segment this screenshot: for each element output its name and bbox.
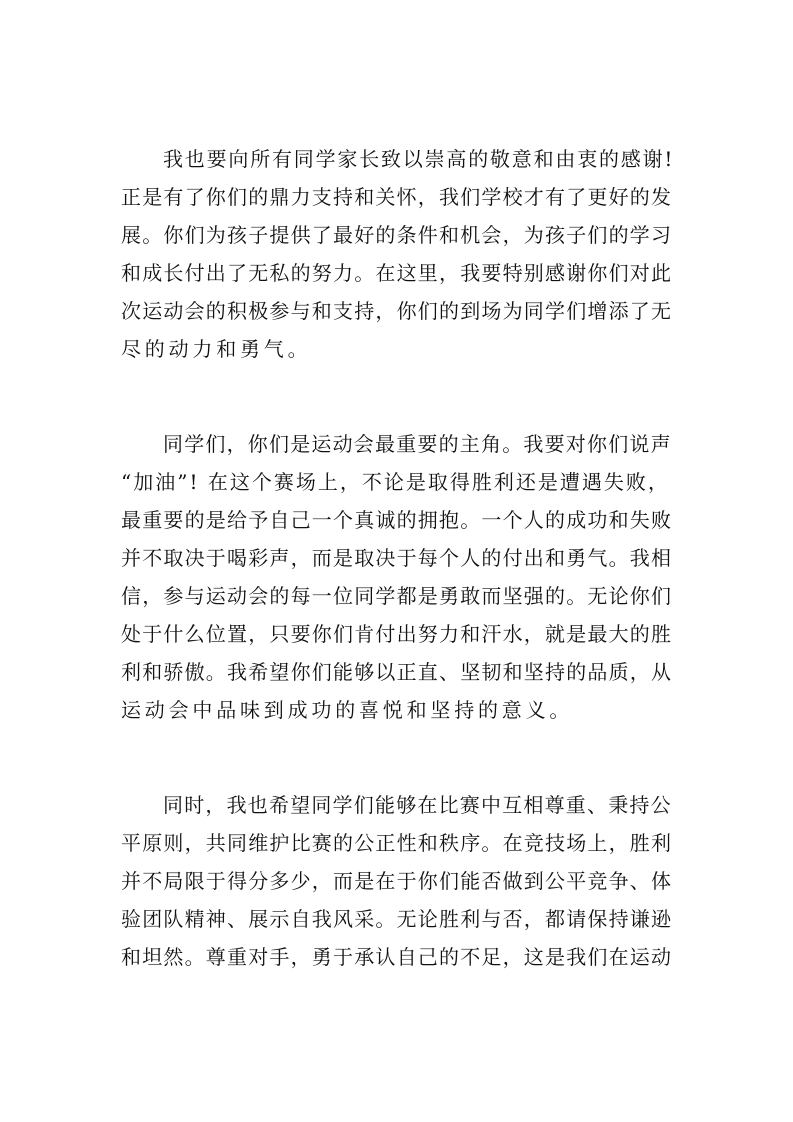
text-line: “加油”! 在这个赛场上，不论是取得胜利还是遭遇失败， xyxy=(121,470,670,494)
text-line: 同学们，你们是运动会最重要的主角。我要对你们说声 xyxy=(163,432,672,456)
text-line: 尽的动力和勇气。 xyxy=(121,337,312,361)
text-line: 最重要的是给予自己一个真诚的拥抱。一个人的成功和失败 xyxy=(121,508,673,532)
text-line: 平原则，共同维护比赛的公正性和秩序。在竞技场上，胜利 xyxy=(121,831,673,855)
text-line: 并不取决于喝彩声，而是取决于每个人的付出和勇气。我相 xyxy=(121,546,673,570)
text-line: 信，参与运动会的每一位同学都是勇敢而坚强的。无论你们 xyxy=(121,584,673,608)
text-line: 展。你们为孩子提供了最好的条件和机会，为孩子们的学习 xyxy=(121,223,673,247)
text-line: 次运动会的积极参与和支持，你们的到场为同学们增添了无 xyxy=(121,299,673,323)
text-line: 和成长付出了无私的努力。在这里，我要特别感谢你们对此 xyxy=(121,261,673,285)
text-line: 和坦然。尊重对手，勇于承认自己的不足，这是我们在运动 xyxy=(121,945,673,969)
text-line: 运动会中品味到成功的喜悦和坚持的意义。 xyxy=(121,698,574,722)
text-line: 验团队精神、展示自我风采。无论胜利与否，都请保持谦逊 xyxy=(121,907,673,931)
text-line: 同时，我也希望同学们能够在比赛中互相尊重、秉持公 xyxy=(163,793,672,817)
text-line: 正是有了你们的鼎力支持和关怀，我们学校才有了更好的发 xyxy=(121,185,673,209)
text-line: 利和骄傲。我希望你们能够以正直、坚韧和坚持的品质，从 xyxy=(121,660,673,684)
text-line: 我也要向所有同学家长致以崇高的敬意和由衷的感谢! xyxy=(163,147,675,171)
text-line: 并不局限于得分多少，而是在于你们能否做到公平竞争、体 xyxy=(121,869,673,893)
text-line: 处于什么位置，只要你们肯付出努力和汗水，就是最大的胜 xyxy=(121,622,673,646)
